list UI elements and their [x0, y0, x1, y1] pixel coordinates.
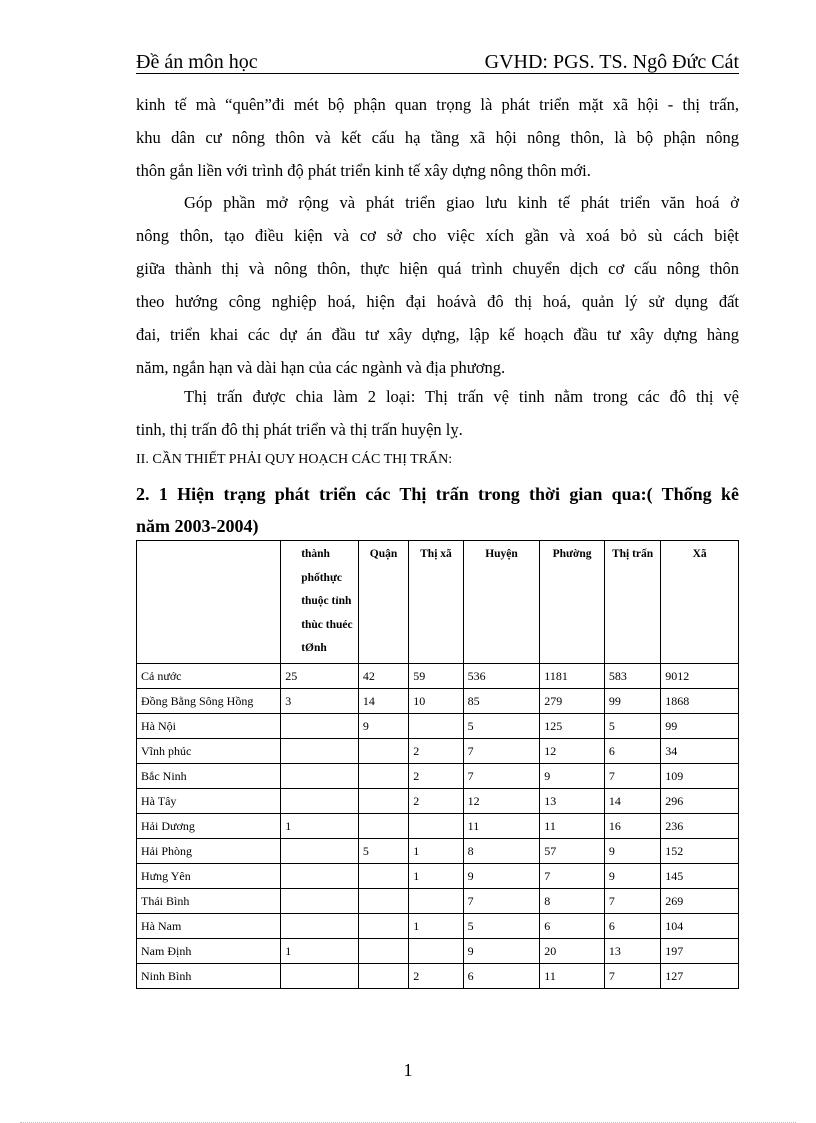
table-header-row	[137, 541, 739, 664]
paragraph-line: tinh, thị trấn đô thị phát triển và thị trấn huyện lỵ.	[136, 420, 463, 439]
paragraph-line: đai, triển khai các dự án đầu tư xây dựng, lập kế hoạch đầu tư xây dựng hàng	[136, 325, 739, 344]
table-cell: 9	[604, 838, 660, 863]
paragraph-line: theo hướng công nghiệp hoá, hiện đại hoávà đô thị hoá, quản lý sử dụng đất	[136, 292, 739, 311]
table-cell: 2	[409, 963, 463, 988]
subsection-heading-line: 2. 1 Hiện trạng phát triển các Thị trấn trong thời gian qua:( Thống kê	[136, 484, 739, 504]
table-cell	[358, 763, 408, 788]
table-cell	[281, 788, 359, 813]
table-cell	[358, 938, 408, 963]
table-cell: 9	[463, 938, 540, 963]
table-cell: 197	[661, 938, 739, 963]
table-row	[137, 838, 739, 863]
table-cell	[281, 713, 359, 738]
table-cell: 7	[604, 963, 660, 988]
table-cell: 7	[604, 888, 660, 913]
page-header	[136, 50, 739, 74]
paragraph-1	[136, 88, 739, 187]
paragraph-line: Thị trấn được chia làm 2 loại: Thị trấn vệ tinh nằm trong các đô thị vệ	[184, 387, 739, 406]
table-row	[137, 888, 739, 913]
table-cell: 5	[604, 713, 660, 738]
table-row-label: Cả nước	[137, 663, 281, 688]
table-row	[137, 763, 739, 788]
table-row-label: Hưng Yên	[137, 863, 281, 888]
table-cell: 10	[409, 688, 463, 713]
table-cell: 104	[661, 913, 739, 938]
table-header-cell	[137, 541, 281, 664]
table-cell: 16	[604, 813, 660, 838]
table-cell: 42	[358, 663, 408, 688]
table-row	[137, 663, 739, 688]
section-heading: II. CẦN THIẾT PHẢI QUY HOẠCH CÁC THỊ TRẤN:	[136, 452, 453, 467]
table-row	[137, 813, 739, 838]
table-cell: 1	[409, 863, 463, 888]
table-row-label: Hải Phòng	[137, 838, 281, 863]
paragraph-line: khu dân cư nông thôn và kết cấu hạ tầng xã hội nông thôn, là bộ phận nông	[136, 128, 739, 147]
paragraph-line: năm, ngắn hạn và dài hạn của các ngành và địa phương.	[136, 358, 506, 377]
table-cell: 5	[358, 838, 408, 863]
statistics-table	[136, 540, 739, 989]
table-cell	[409, 813, 463, 838]
table-cell: 59	[409, 663, 463, 688]
table-header-cell: Thị xã	[409, 541, 463, 664]
header-rule	[136, 73, 739, 74]
table-cell: 57	[540, 838, 605, 863]
table-cell: 12	[463, 788, 540, 813]
table-cell	[358, 888, 408, 913]
table-header-cell: thành phốthực thuộc tỉnh thùc thuéc tØnh	[281, 541, 359, 664]
table-cell: 236	[661, 813, 739, 838]
table-cell: 6	[604, 738, 660, 763]
table-cell: 2	[409, 738, 463, 763]
paragraph-line: giữa thành thị và nông thôn, thực hiện quá trình chuyển dịch cơ cấu nông thôn	[136, 259, 739, 278]
table-cell: 20	[540, 938, 605, 963]
table-cell: 109	[661, 763, 739, 788]
table-cell	[281, 738, 359, 763]
table-header-cell: Thị trấn	[604, 541, 660, 664]
table-cell: 1	[281, 813, 359, 838]
table-header-cell: Phường	[540, 541, 605, 664]
table-cell	[358, 788, 408, 813]
table-row-label: Ninh Bình	[137, 963, 281, 988]
table-cell	[358, 813, 408, 838]
table-cell: 85	[463, 688, 540, 713]
table-cell: 1	[281, 938, 359, 963]
table-cell: 269	[661, 888, 739, 913]
table-cell	[409, 938, 463, 963]
table-row-label: Hà Nội	[137, 713, 281, 738]
table-cell: 13	[540, 788, 605, 813]
table-cell: 1181	[540, 663, 605, 688]
table-row	[137, 688, 739, 713]
table-cell	[281, 863, 359, 888]
table-cell: 11	[463, 813, 540, 838]
table-row-label: Hải Dương	[137, 813, 281, 838]
table-row-label: Hà Nam	[137, 913, 281, 938]
subsection-heading-line: năm 2003-2004)	[136, 516, 259, 536]
table-cell: 7	[463, 738, 540, 763]
table-cell: 1	[409, 838, 463, 863]
table-cell: 7	[540, 863, 605, 888]
table-cell: 1	[409, 913, 463, 938]
table-cell: 127	[661, 963, 739, 988]
table-cell	[409, 713, 463, 738]
table-cell: 5	[463, 913, 540, 938]
paragraph-2	[136, 186, 739, 384]
table-cell: 145	[661, 863, 739, 888]
table-row-label: Nam Định	[137, 938, 281, 963]
table-cell	[281, 913, 359, 938]
table-cell	[358, 863, 408, 888]
table-row-label: Hà Tây	[137, 788, 281, 813]
table-cell: 1868	[661, 688, 739, 713]
table-cell: 536	[463, 663, 540, 688]
table-row	[137, 863, 739, 888]
header-supervisor: GVHD: PGS. TS. Ngô Đức Cát	[484, 51, 739, 73]
paragraph-line: nông thôn, tạo điều kiện và cơ sở cho việc xích gần và xoá bỏ sù cách biệt	[136, 226, 739, 245]
table-row-label: Đồng Bằng Sông Hồng	[137, 688, 281, 713]
table-cell: 34	[661, 738, 739, 763]
table-cell: 2	[409, 763, 463, 788]
table-cell: 2	[409, 788, 463, 813]
paragraph-3	[136, 380, 739, 446]
paragraph-line: kinh tế mà “quên”đi mét bộ phận quan trọng là phát triển mặt xã hội - thị trấn,	[136, 95, 739, 114]
table-cell	[358, 963, 408, 988]
table-row	[137, 788, 739, 813]
table-cell: 7	[463, 888, 540, 913]
header-course-title: Đề án môn học	[136, 51, 258, 73]
table-cell: 7	[463, 763, 540, 788]
table-cell	[409, 888, 463, 913]
table-header-cell: Xã	[661, 541, 739, 664]
paragraph-line: Góp phần mở rộng và phát triển giao lưu kinh tế phát triển văn hoá ở	[184, 193, 739, 212]
table-cell: 583	[604, 663, 660, 688]
table-row	[137, 963, 739, 988]
table-cell: 296	[661, 788, 739, 813]
table-cell	[281, 888, 359, 913]
table-cell: 99	[604, 688, 660, 713]
table-cell: 13	[604, 938, 660, 963]
table-cell: 279	[540, 688, 605, 713]
paragraph-line: thôn gắn liền với trình độ phát triển kinh tế xây dựng nông thôn mới.	[136, 161, 591, 180]
table-row	[137, 913, 739, 938]
table-cell: 8	[463, 838, 540, 863]
table-cell: 11	[540, 963, 605, 988]
table-cell: 14	[358, 688, 408, 713]
table-cell: 125	[540, 713, 605, 738]
table-cell: 6	[540, 913, 605, 938]
table-cell: 9	[604, 863, 660, 888]
table-cell: 14	[604, 788, 660, 813]
table-cell: 5	[463, 713, 540, 738]
table-cell: 9	[540, 763, 605, 788]
table-cell: 9	[358, 713, 408, 738]
table-row-label: Bắc Ninh	[137, 763, 281, 788]
table-cell	[358, 913, 408, 938]
table-row	[137, 738, 739, 763]
table-row-label: Thái Bình	[137, 888, 281, 913]
table-cell: 25	[281, 663, 359, 688]
table-row	[137, 713, 739, 738]
table-cell	[281, 963, 359, 988]
table-header-cell: Quận	[358, 541, 408, 664]
table-cell: 8	[540, 888, 605, 913]
table-cell: 99	[661, 713, 739, 738]
table-row-label: Vĩnh phúc	[137, 738, 281, 763]
table-header-cell: Huyện	[463, 541, 540, 664]
table-cell: 9012	[661, 663, 739, 688]
table-cell	[281, 838, 359, 863]
table-cell: 7	[604, 763, 660, 788]
table-body	[137, 663, 739, 988]
table-cell: 9	[463, 863, 540, 888]
table-cell	[358, 738, 408, 763]
table-cell: 152	[661, 838, 739, 863]
table-cell: 12	[540, 738, 605, 763]
subsection-heading	[136, 478, 739, 542]
table-row	[137, 938, 739, 963]
table-cell: 6	[463, 963, 540, 988]
table-cell: 6	[604, 913, 660, 938]
table-cell	[281, 763, 359, 788]
table-cell: 11	[540, 813, 605, 838]
table-cell: 3	[281, 688, 359, 713]
page-number: 1	[403, 1060, 413, 1080]
